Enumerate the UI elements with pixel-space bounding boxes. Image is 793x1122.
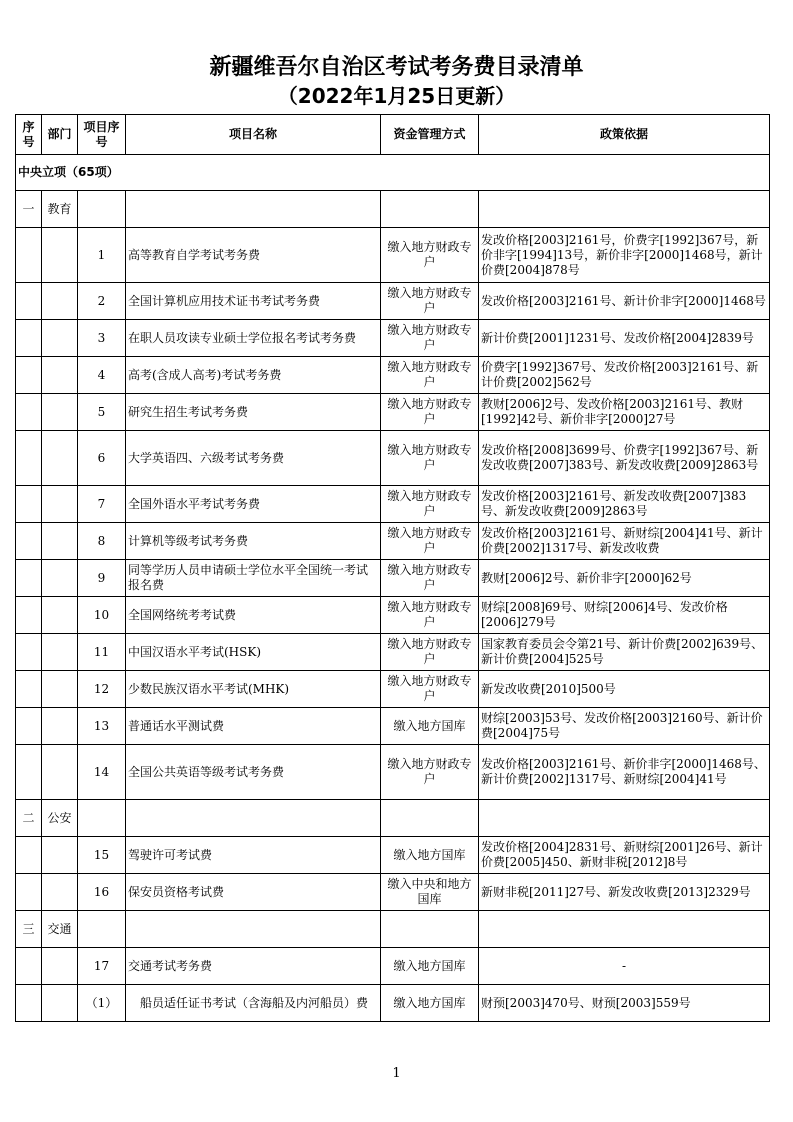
policy-basis: 发改价格[2003]2161号、新计价非字[2000]1468号 [479, 283, 770, 320]
item-number: 15 [78, 837, 126, 874]
header-seq: 序号 [16, 115, 42, 155]
item-name: 少数民族汉语水平考试(MHK) [126, 671, 381, 708]
section-row [16, 155, 770, 191]
group-row [16, 191, 770, 228]
row-seq [16, 357, 42, 394]
table-header-row [16, 115, 770, 155]
row-seq [16, 708, 42, 745]
row-seq [16, 523, 42, 560]
fund-management: 缴入地方财政专户 [381, 745, 479, 800]
table-row [16, 671, 770, 708]
item-name: 高考(含成人高考)考试考务费 [126, 357, 381, 394]
table-row [16, 985, 770, 1022]
section-central-label: 中央立项（65项） [16, 155, 770, 191]
header-policy: 政策依据 [479, 115, 770, 155]
table-row [16, 394, 770, 431]
group-empty [126, 191, 381, 228]
item-number: 7 [78, 486, 126, 523]
item-number: 10 [78, 597, 126, 634]
policy-basis: 发改价格[2003]2161号、新财综[2004]41号、新计价费[2002]1317号、新发改收费 [479, 523, 770, 560]
table-row [16, 320, 770, 357]
item-name: 全国外语水平考试考务费 [126, 486, 381, 523]
table-row [16, 597, 770, 634]
row-dept [42, 560, 78, 597]
fund-management: 缴入地方国库 [381, 985, 479, 1022]
policy-basis: 发改价格[2003]2161号，价费字[1992]367号，新价非字[1994]13号，新价非字[2000]1468号，新计价费[2004]878号 [479, 228, 770, 283]
table-row [16, 708, 770, 745]
fund-management: 缴入地方财政专户 [381, 320, 479, 357]
item-name: 中国汉语水平考试(HSK) [126, 634, 381, 671]
row-dept [42, 671, 78, 708]
row-seq [16, 394, 42, 431]
table-row [16, 486, 770, 523]
group-empty [78, 911, 126, 948]
item-number: 1 [78, 228, 126, 283]
policy-basis: 教财[2006]2号、发改价格[2003]2161号、教财[1992]42号、新价非字[2000]27号 [479, 394, 770, 431]
policy-basis: 教财[2006]2号、新价非字[2000]62号 [479, 560, 770, 597]
item-name: 全国公共英语等级考试考务费 [126, 745, 381, 800]
row-seq [16, 985, 42, 1022]
table-row [16, 283, 770, 320]
table-row [16, 837, 770, 874]
row-dept [42, 357, 78, 394]
item-number: 8 [78, 523, 126, 560]
row-dept [42, 634, 78, 671]
item-number: 2 [78, 283, 126, 320]
group-seq: 一 [16, 191, 42, 228]
item-name: 高等教育自学考试考务费 [126, 228, 381, 283]
row-dept [42, 283, 78, 320]
row-seq [16, 431, 42, 486]
row-dept [42, 486, 78, 523]
policy-basis: 发改价格[2003]2161号、新发改收费[2007]383号、新发改收费[2009]2863号 [479, 486, 770, 523]
group-empty [479, 800, 770, 837]
row-dept [42, 320, 78, 357]
row-seq [16, 228, 42, 283]
policy-basis: - [479, 948, 770, 985]
table-row [16, 431, 770, 486]
row-seq [16, 634, 42, 671]
row-seq [16, 671, 42, 708]
row-dept [42, 523, 78, 560]
table-row [16, 745, 770, 800]
group-seq: 二 [16, 800, 42, 837]
policy-basis: 财综[2008]69号、财综[2006]4号、发改价格[2006]279号 [479, 597, 770, 634]
item-name: 大学英语四、六级考试考务费 [126, 431, 381, 486]
fee-table [15, 114, 770, 1022]
table-row [16, 634, 770, 671]
group-empty [381, 191, 479, 228]
item-number: 14 [78, 745, 126, 800]
policy-basis: 新计价费[2001]1231号、发改价格[2004]2839号 [479, 320, 770, 357]
group-seq: 三 [16, 911, 42, 948]
item-name: 研究生招生考试考务费 [126, 394, 381, 431]
document-subtitle: （2022年1月25日更新） [277, 84, 516, 108]
row-seq [16, 486, 42, 523]
row-dept [42, 431, 78, 486]
group-empty [126, 800, 381, 837]
policy-basis: 发改价格[2003]2161号、新价非字[2000]1468号、新计价费[2002]1317号、新财综[2004]41号 [479, 745, 770, 800]
group-empty [126, 911, 381, 948]
item-name: 驾驶许可考试费 [126, 837, 381, 874]
policy-basis: 财预[2003]470号、财预[2003]559号 [479, 985, 770, 1022]
fund-management: 缴入地方财政专户 [381, 597, 479, 634]
policy-basis: 新财非税[2011]27号、新发改收费[2013]2329号 [479, 874, 770, 911]
group-empty [381, 911, 479, 948]
row-seq [16, 560, 42, 597]
header-item-seq: 项目序号 [78, 115, 126, 155]
table-row [16, 228, 770, 283]
policy-basis: 发改价格[2008]3699号、价费字[1992]367号、新发改收费[2007]383号、新发改收费[2009]2863号 [479, 431, 770, 486]
item-name: 普通话水平测试费 [126, 708, 381, 745]
fund-management: 缴入地方财政专户 [381, 357, 479, 394]
row-dept [42, 874, 78, 911]
item-number: 6 [78, 431, 126, 486]
policy-basis: 财综[2003]53号、发改价格[2003]2160号、新计价费[2004]75号 [479, 708, 770, 745]
row-dept [42, 597, 78, 634]
group-row [16, 911, 770, 948]
fund-management: 缴入地方财政专户 [381, 560, 479, 597]
item-number: 5 [78, 394, 126, 431]
fund-management: 缴入地方财政专户 [381, 431, 479, 486]
fund-management: 缴入地方财政专户 [381, 394, 479, 431]
group-dept: 公安 [42, 800, 78, 837]
fund-management: 缴入地方财政专户 [381, 283, 479, 320]
group-empty [78, 800, 126, 837]
header-item-name: 项目名称 [126, 115, 381, 155]
row-dept [42, 394, 78, 431]
row-dept [42, 228, 78, 283]
item-number: 9 [78, 560, 126, 597]
row-seq [16, 745, 42, 800]
table-row [16, 560, 770, 597]
fund-management: 缴入地方财政专户 [381, 671, 479, 708]
group-empty [479, 911, 770, 948]
group-dept: 教育 [42, 191, 78, 228]
row-dept [42, 985, 78, 1022]
item-name: 交通考试考务费 [126, 948, 381, 985]
item-number: 12 [78, 671, 126, 708]
fund-management: 缴入地方国库 [381, 948, 479, 985]
item-name: 计算机等级考试考务费 [126, 523, 381, 560]
row-dept [42, 948, 78, 985]
item-number: 17 [78, 948, 126, 985]
fund-management: 缴入中央和地方国库 [381, 874, 479, 911]
row-seq [16, 320, 42, 357]
item-name: 全国网络统考考试费 [126, 597, 381, 634]
row-dept [42, 708, 78, 745]
fund-management: 缴入地方财政专户 [381, 486, 479, 523]
row-seq [16, 948, 42, 985]
item-name: 全国计算机应用技术证书考试考务费 [126, 283, 381, 320]
item-number: 4 [78, 357, 126, 394]
item-number: 3 [78, 320, 126, 357]
policy-basis: 价费字[1992]367号、发改价格[2003]2161号、新计价费[2002]562号 [479, 357, 770, 394]
row-seq [16, 874, 42, 911]
policy-basis: 发改价格[2004]2831号、新财综[2001]26号、新计价费[2005]450、新财非税[2012]8号 [479, 837, 770, 874]
fund-management: 缴入地方财政专户 [381, 634, 479, 671]
item-name: 船员适任证书考试（含海船及内河船员）费 [126, 985, 381, 1022]
header-dept: 部门 [42, 115, 78, 155]
item-number: 13 [78, 708, 126, 745]
fund-management: 缴入地方财政专户 [381, 523, 479, 560]
fund-management: 缴入地方国库 [381, 837, 479, 874]
policy-basis: 国家教育委员会令第21号、新计价费[2002]639号、新计价费[2004]525号 [479, 634, 770, 671]
table-row [16, 523, 770, 560]
row-dept [42, 837, 78, 874]
item-name: 同等学历人员申请硕士学位水平全国统一考试报名费 [126, 560, 381, 597]
group-row [16, 800, 770, 837]
document-title: 新疆维吾尔自治区考试考务费目录清单 [209, 55, 584, 80]
item-number: 11 [78, 634, 126, 671]
table-row [16, 874, 770, 911]
header-fund-mgmt: 资金管理方式 [381, 115, 479, 155]
table-row [16, 948, 770, 985]
group-empty [381, 800, 479, 837]
page-number: 1 [392, 1066, 401, 1081]
table-row [16, 357, 770, 394]
policy-basis: 新发改收费[2010]500号 [479, 671, 770, 708]
group-empty [479, 191, 770, 228]
item-number: （1） [78, 985, 126, 1022]
group-dept: 交通 [42, 911, 78, 948]
row-seq [16, 597, 42, 634]
row-seq [16, 837, 42, 874]
item-number: 16 [78, 874, 126, 911]
item-name: 在职人员攻读专业硕士学位报名考试考务费 [126, 320, 381, 357]
item-name: 保安员资格考试费 [126, 874, 381, 911]
group-empty [78, 191, 126, 228]
row-dept [42, 745, 78, 800]
fund-management: 缴入地方财政专户 [381, 228, 479, 283]
fund-management: 缴入地方国库 [381, 708, 479, 745]
row-seq [16, 283, 42, 320]
